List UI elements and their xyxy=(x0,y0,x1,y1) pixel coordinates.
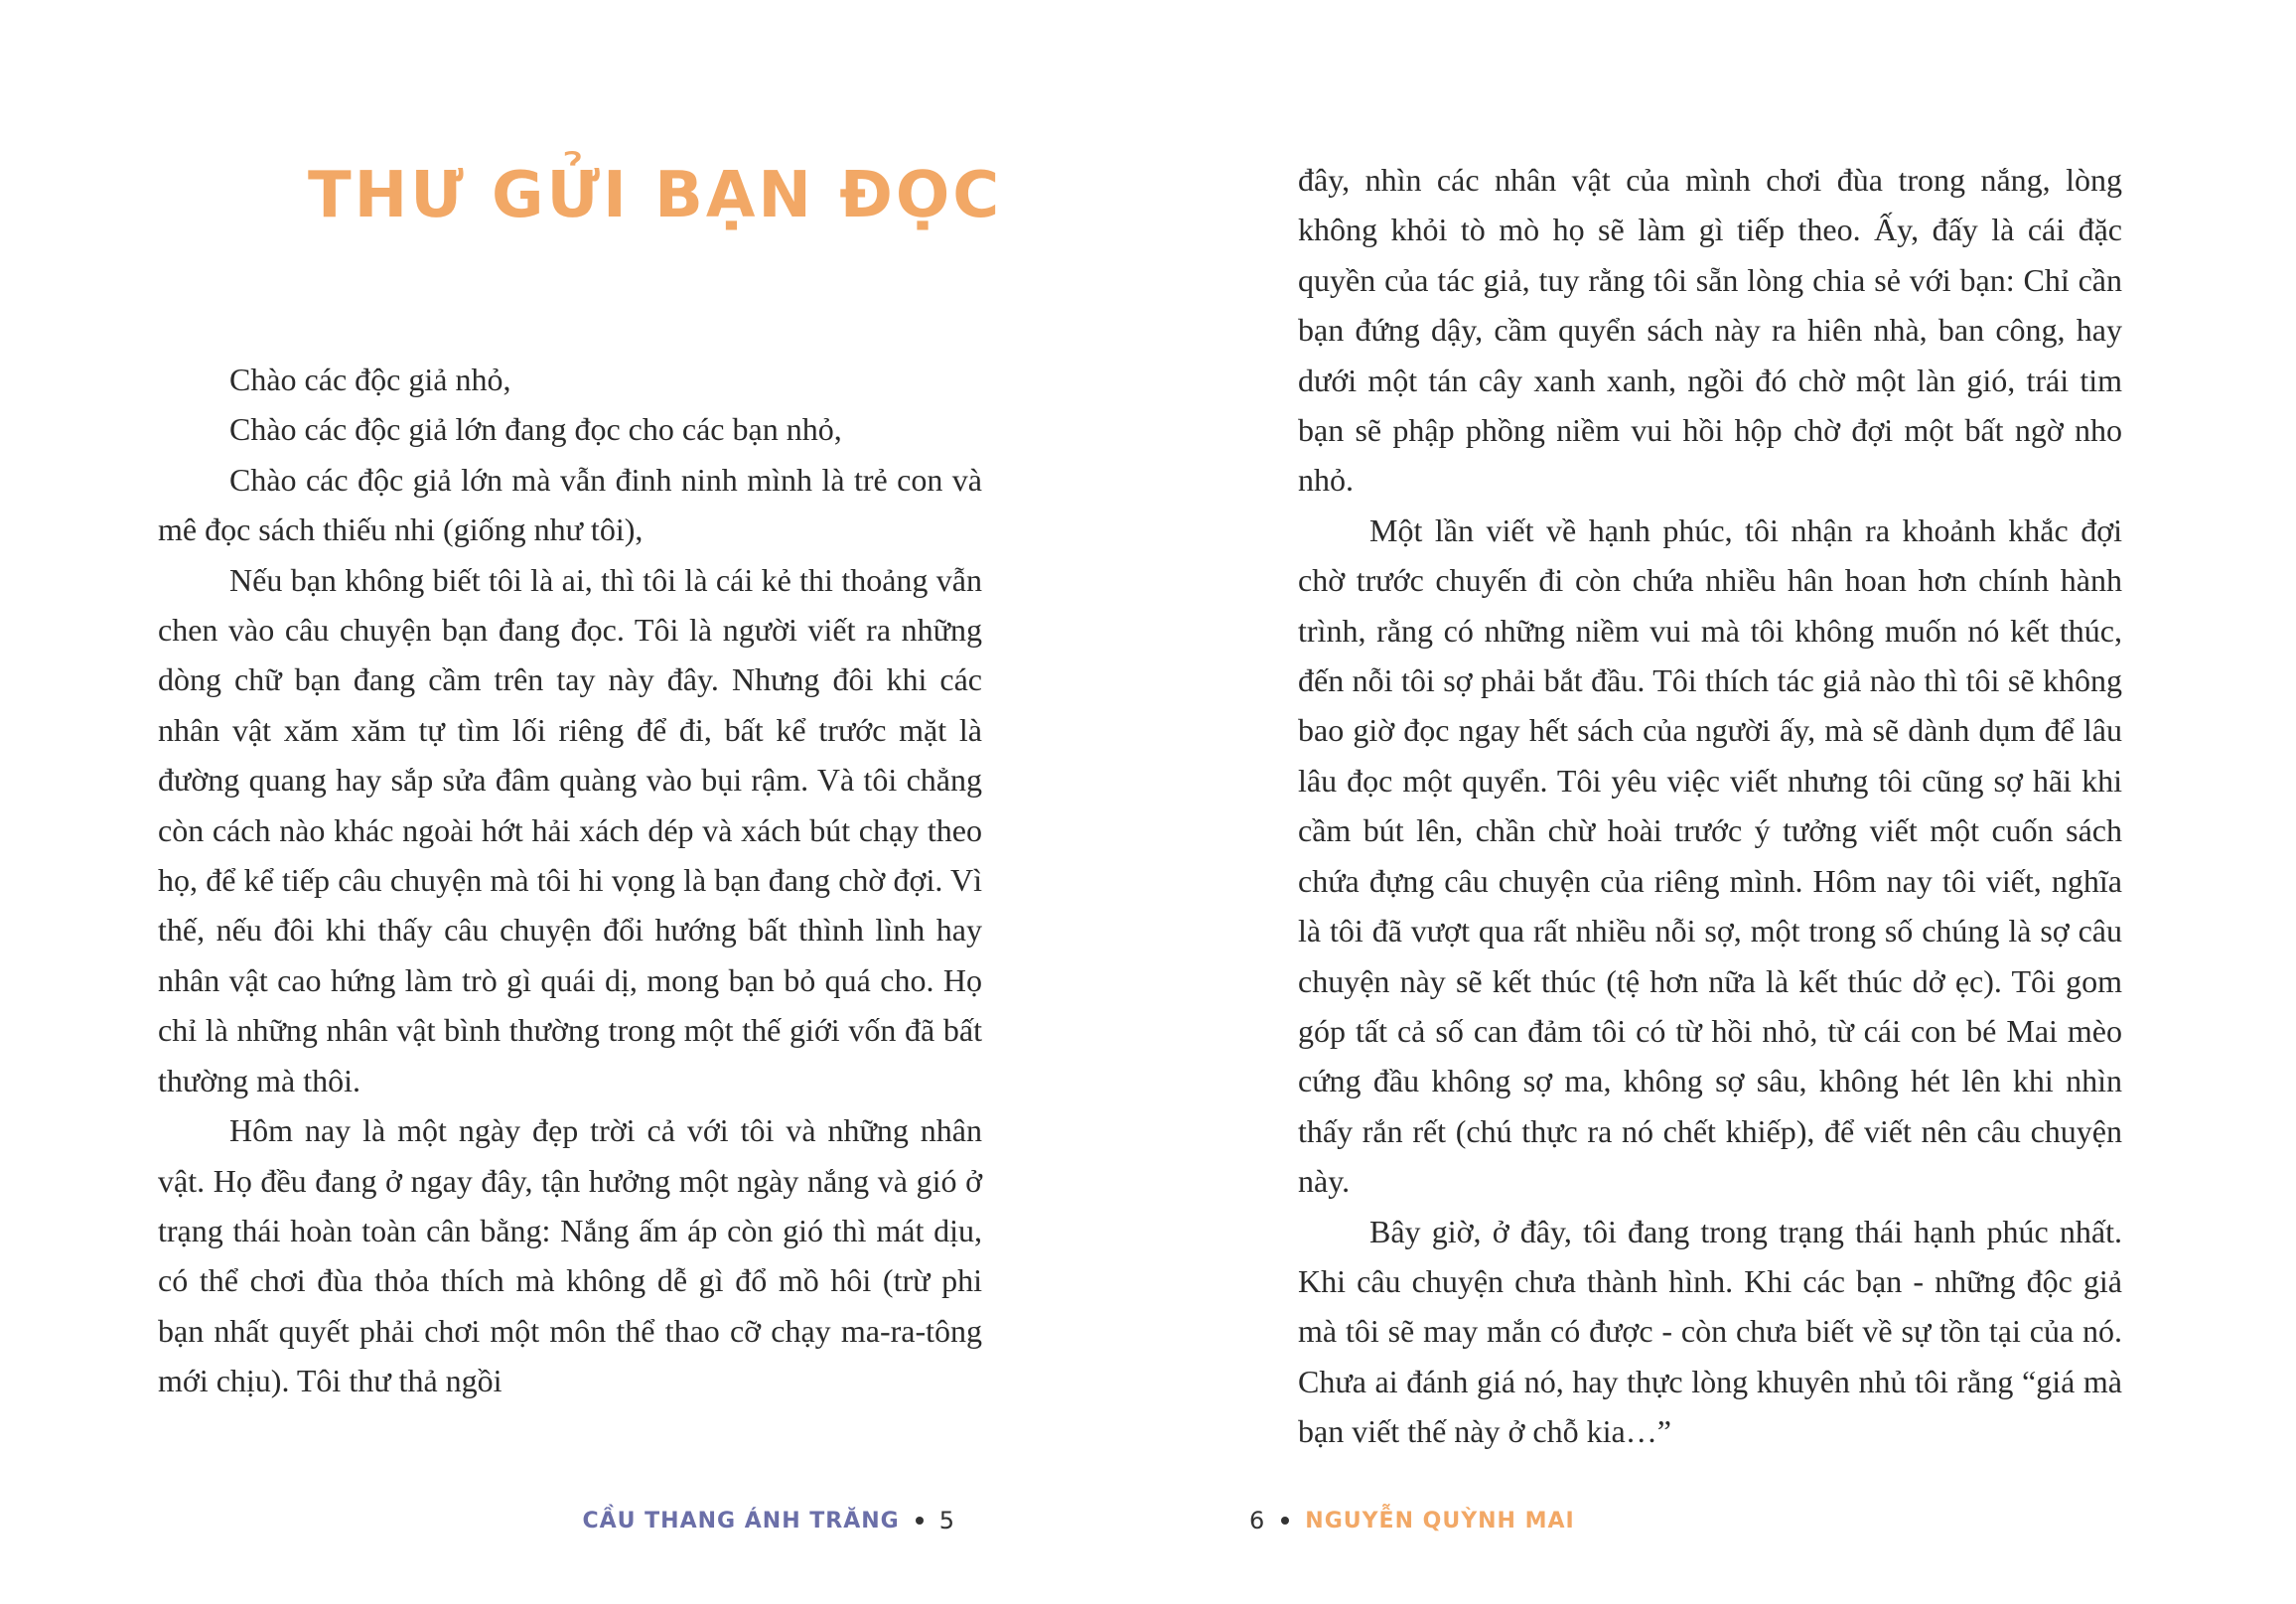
book-title: CẦU THANG ÁNH TRĂNG xyxy=(582,1508,900,1533)
bullet-separator xyxy=(1281,1517,1289,1525)
page-title: THƯ GỬI BẠN ĐỌC xyxy=(308,159,1003,232)
greeting-line: Chào các độc giả lớn mà vẫn đinh ninh mình là trẻ con và mê đọc sách thiếu nhi (giống như tôi), xyxy=(158,461,982,548)
bullet-separator xyxy=(916,1517,924,1525)
paragraph: Một lần viết về hạnh phúc, tôi nhận ra khoảnh khắc đợi chờ trước chuyến đi còn chứa nhiều hân hoan hơn chính hành trình, rằng có những niềm vui mà tôi không muốn nó kết thúc, đến nỗi tôi sợ phải bắt đầu. Tôi thích tác giả nào thì tôi sẽ không bao giờ đọc ngay hết sách của người ấy, mà sẽ dành dụm để lâu lâu đọc một quyển. Tôi yêu việc viết nhưng tôi cũng sợ hãi khi cầm bút lên, chần chừ hoài trước ý tưởng viết một cuốn sách chứa đựng câu chuyện của riêng mình. Hôm nay tôi viết, nghĩa là tôi đã vượt qua rất nhiều nỗi sợ, một trong số chúng là sợ câu chuyện này sẽ kết thúc (tệ hơn nữa là kết thúc dở ẹc). Tôi gom góp tất cả số can đảm tôi có từ hồi nhỏ, từ cái con bé Mai mèo cứng đầu không sợ ma, không sợ sâu, không hét lên khi nhìn thấy rắn rết (chú thực ra nó chết khiếp), để viết nên câu chuyện này. xyxy=(1298,511,2122,1200)
right-body-text xyxy=(1298,155,2122,1457)
right-footer xyxy=(1249,1507,1575,1534)
right-page xyxy=(1148,0,2296,1604)
left-footer xyxy=(582,1507,955,1534)
greeting-line: Chào các độc giả nhỏ, xyxy=(229,362,511,397)
page-number: 6 xyxy=(1249,1507,1266,1534)
paragraph-continued: đây, nhìn các nhân vật của mình chơi đùa trong nắng, lòng không khỏi tò mò họ sẽ làm gì tiếp theo. Ấy, đấy là cái đặc quyền của tác giả, tuy rằng tôi sẵn lòng chia sẻ với bạn: Chỉ cần bạn đứng dậy, cầm quyển sách này ra hiên nhà, ban công, hay dưới một tán cây xanh xanh, ngồi đó chờ một làn gió, trái tim bạn sẽ phập phồng niềm vui hồi hộp chờ đợi một bất ngờ nho nhỏ. xyxy=(1298,162,2122,499)
page-number: 5 xyxy=(938,1507,955,1534)
paragraph: Nếu bạn không biết tôi là ai, thì tôi là cái kẻ thi thoảng vẫn chen vào câu chuyện bạn đang đọc. Tôi là người viết ra những dòng chữ bạn đang cầm trên tay này đây. Nhưng đôi khi các nhân vật xăm xăm tự tìm lối riêng để đi, bất kể trước mặt là đường quang hay sắp sửa đâm quàng vào bụi rậm. Và tôi chẳng còn cách nào khác ngoài hớt hải xách dép và xách bút chạy theo họ, để kể tiếp câu chuyện mà tôi hi vọng là bạn đang chờ đợi. Vì thế, nếu đôi khi thấy câu chuyện đổi hướng bất thình lình hay nhân vật cao hứng làm trò gì quái dị, mong bạn bỏ quá cho. Họ chỉ là những nhân vật bình thường trong một thế giới vốn đã bất thường mà thôi. xyxy=(158,561,982,1098)
paragraph: Bây giờ, ở đây, tôi đang trong trạng thái hạnh phúc nhất. Khi câu chuyện chưa thành hình. Khi các bạn - những độc giả mà tôi sẽ may mắn có được - còn chưa biết về sự tồn tại của nó. Chưa ai đánh giá nó, hay thực lòng khuyên nhủ tôi rằng “giá mà bạn viết thế này ở chỗ kia…” xyxy=(1298,1213,2122,1450)
greeting-line: Chào các độc giả lớn đang đọc cho các bạn nhỏ, xyxy=(229,411,842,448)
paragraph: Hôm nay là một ngày đẹp trời cả với tôi và những nhân vật. Họ đều đang ở ngay đây, tận hưởng một ngày nắng và gió ở trạng thái hoàn toàn cân bằng: Nắng ấm áp còn gió thì mát dịu, có thể chơi đùa thỏa thích mà không dễ gì đổ mồ hôi (trừ phi bạn nhất quyết phải chơi một môn thể thao cỡ chạy ma-ra-tông mới chịu). Tôi thư thả ngồi xyxy=(158,1112,982,1399)
left-body-text xyxy=(158,355,982,1406)
author-name: NGUYỄN QUỲNH MAI xyxy=(1305,1508,1575,1533)
